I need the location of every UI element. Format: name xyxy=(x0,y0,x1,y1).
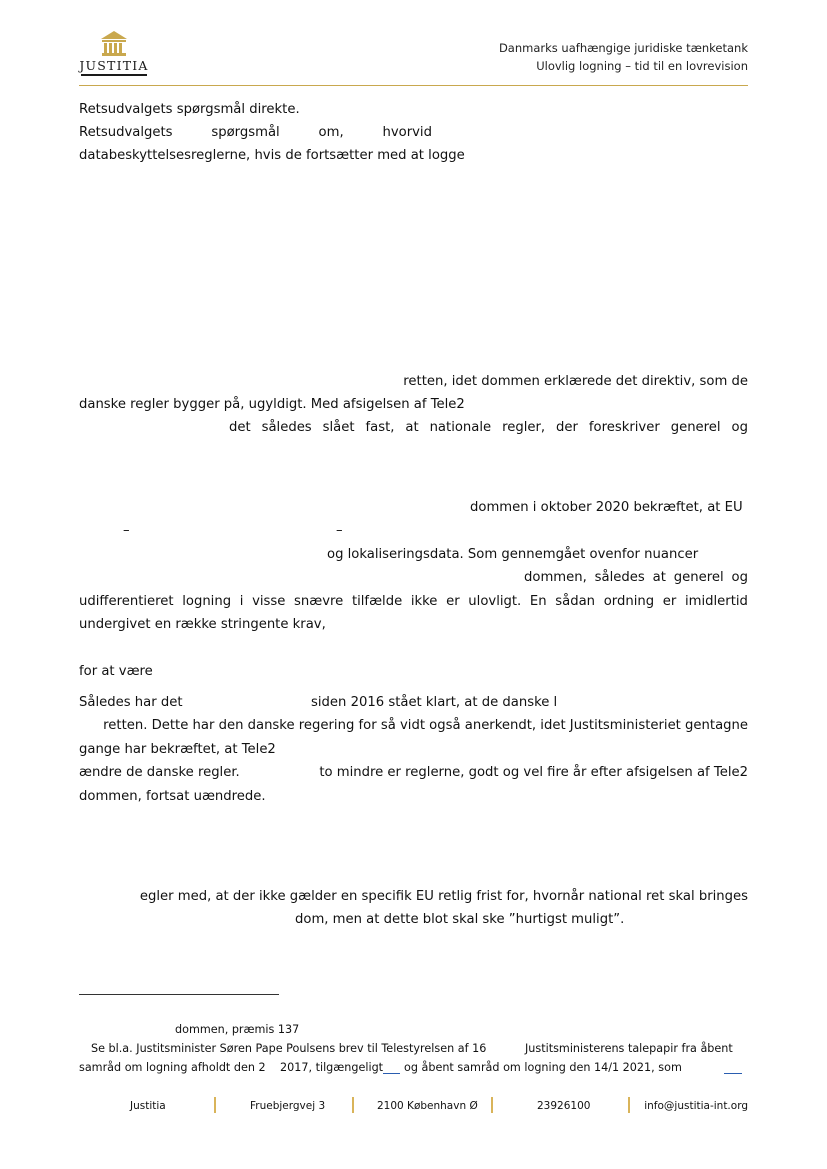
dash-1: – xyxy=(123,523,130,538)
body-line-11: undergivet en række stringente krav, xyxy=(79,617,326,632)
word: i xyxy=(239,594,244,609)
word: snævre xyxy=(294,594,344,609)
word: imidlertid xyxy=(684,594,748,609)
footer-separator xyxy=(214,1097,216,1113)
footer-address: Fruebjergvej 3 xyxy=(250,1100,326,1112)
word: er xyxy=(446,594,460,609)
footnote-3b: 2017, tilgængeligt xyxy=(280,1061,384,1074)
footnote-link-1[interactable] xyxy=(383,1073,400,1074)
body-line-1: Retsudvalgets spørgsmål direkte. xyxy=(79,102,300,117)
logo-wordmark: JUSTITIA xyxy=(79,58,149,73)
footnote-3c: og åbent samråd om logning den 14/1 2021, som xyxy=(404,1061,682,1074)
footer-city: 2100 København Ø xyxy=(377,1100,478,1112)
word: Retsudvalgets xyxy=(79,125,173,140)
word: og xyxy=(731,420,748,435)
word: slået xyxy=(322,420,355,435)
body-line-14: retten. Dette har den danske regering for så vidt også anerkendt, idet Justitsministeriet gentagne xyxy=(103,718,748,733)
header-org-name: Danmarks uafhængige juridiske tænketank xyxy=(498,41,748,55)
body-line-15: gange har bekræftet, at Tele2 xyxy=(79,742,276,757)
footnote-1: dommen, præmis 137 xyxy=(175,1023,300,1036)
body-line-17: dommen, fortsat uændrede. xyxy=(79,789,266,804)
header-doc-title: Ulovlig logning – tid til en lovrevision xyxy=(536,59,748,73)
body-line-16a: ændre de danske regler. xyxy=(79,765,240,780)
body-line-6 xyxy=(229,419,748,437)
body-line-16b: to mindre er reglerne, godt og vel fire år efter afsigelsen af Tele2 xyxy=(319,765,748,780)
columns-icon xyxy=(79,30,149,58)
word: logning xyxy=(182,594,232,609)
word: om, xyxy=(318,125,344,140)
footer-separator xyxy=(628,1097,630,1113)
word: ulovligt. xyxy=(468,594,522,609)
word: foreskriver xyxy=(588,420,660,435)
word: regler, xyxy=(502,420,546,435)
word: hvorvid xyxy=(382,125,432,140)
header-divider xyxy=(79,85,748,86)
body-line-13b: siden 2016 stået klart, at de danske l xyxy=(311,695,558,710)
word: således xyxy=(594,570,645,585)
word: fast, xyxy=(365,420,395,435)
footnote-2b: Justitsministerens talepapir fra åbent xyxy=(525,1042,733,1055)
body-line-8: og lokaliseringsdata. Som gennemgået ovenfor nuancer xyxy=(327,547,699,562)
footer-separator xyxy=(491,1097,493,1113)
word: generel xyxy=(673,570,724,585)
word: tilfælde xyxy=(351,594,403,609)
body-line-9 xyxy=(524,569,748,587)
word: det xyxy=(229,420,251,435)
body-line-3: databeskyttelsesreglerne, hvis de fortsætter med at logge xyxy=(79,148,465,163)
body-line-5: danske regler bygger på, ugyldigt. Med afsigelsen af Tele2 xyxy=(79,397,465,412)
word: og xyxy=(731,570,748,585)
word: spørgsmål xyxy=(211,125,280,140)
body-line-10 xyxy=(79,593,748,611)
footer-phone: 23926100 xyxy=(537,1100,591,1112)
body-line-12: for at være xyxy=(79,664,153,679)
word: visse xyxy=(252,594,286,609)
word: er xyxy=(662,594,677,609)
body-line-4: retten, idet dommen erklærede det direktiv, som de xyxy=(403,374,748,389)
body-line-2 xyxy=(79,124,432,142)
logo-underline xyxy=(81,74,147,76)
footnote-link-2[interactable] xyxy=(724,1073,742,1074)
word: ikke xyxy=(410,594,438,609)
word: dommen, xyxy=(524,570,587,585)
word: sådan xyxy=(555,594,596,609)
word: at xyxy=(652,570,666,585)
footnote-2a: Se bl.a. Justitsminister Søren Pape Poulsens brev til Telestyrelsen af 16 xyxy=(91,1042,487,1055)
body-line-18: egler med, at der ikke gælder en specifik EU retlig frist for, hvornår national ret skal bringes xyxy=(139,889,748,904)
word: udifferentieret xyxy=(79,594,174,609)
body-line-13a: Således har det xyxy=(79,695,183,710)
dash-2: – xyxy=(336,523,343,538)
word: således xyxy=(261,420,312,435)
word: ordning xyxy=(603,594,655,609)
footer-org: Justitia xyxy=(130,1100,166,1112)
footer-email[interactable]: info@justitia-int.org xyxy=(644,1100,748,1112)
word: En xyxy=(529,594,547,609)
footnote-divider xyxy=(79,994,279,995)
word: der xyxy=(556,420,578,435)
body-line-7: dommen i oktober 2020 bekræftet, at EU xyxy=(470,500,743,515)
word: generel xyxy=(670,420,721,435)
justitia-logo xyxy=(79,30,149,76)
body-line-19: dom, men at dette blot skal ske ”hurtigst muligt”. xyxy=(295,912,625,927)
word: nationale xyxy=(429,420,492,435)
footer-separator xyxy=(352,1097,354,1113)
word: at xyxy=(405,420,419,435)
footnote-3a: samråd om logning afholdt den 2 xyxy=(79,1061,266,1074)
